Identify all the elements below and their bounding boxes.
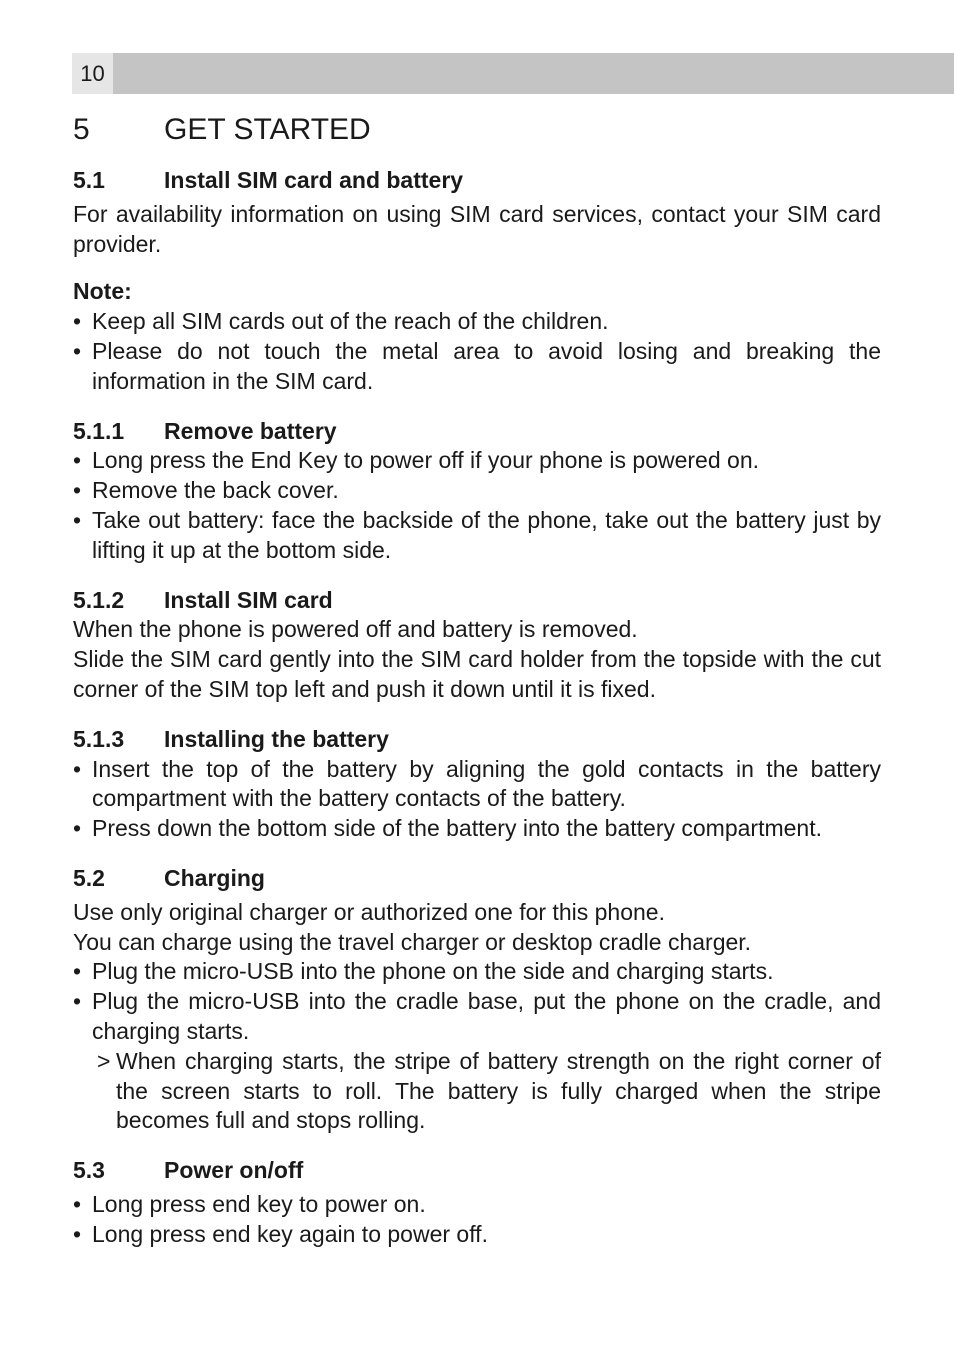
list-item: [73, 1190, 881, 1220]
section-title: Install SIM card: [164, 586, 333, 613]
section-title: Power on/off: [164, 1157, 304, 1184]
section-heading-5-1-2: [73, 586, 881, 616]
bullet-marker: •: [73, 755, 82, 782]
page-number: 10: [72, 53, 113, 94]
list-item-text: Take out battery: face the backside of the phone, take out the battery just by lifting it up at the bottom side.: [92, 506, 881, 563]
paragraph: Slide the SIM card gently into the SIM card holder from the topside with the cut corner of the SIM top left and push it down until it is fixed.: [73, 646, 881, 702]
bullet-marker: •: [73, 1190, 82, 1217]
section-heading-5-1-3: [73, 725, 881, 755]
list-item-text: Long press the End Key to power off if your phone is powered on.: [92, 447, 759, 474]
list-item-text: Press down the bottom side of the battery into the battery compartment.: [92, 815, 822, 842]
section-title: Install SIM card and battery: [164, 167, 464, 193]
bullet-marker: •: [73, 477, 82, 504]
section-title: Installing the battery: [164, 725, 389, 752]
bullet-marker: •: [73, 988, 82, 1015]
section-number: 5.3: [73, 1157, 105, 1184]
section-number: 5.2: [73, 864, 105, 891]
list-item: [73, 957, 881, 987]
sub-list-item: [97, 1047, 881, 1136]
list-item-text: Keep all SIM cards out of the reach of the children.: [92, 308, 609, 335]
page-content: [73, 110, 881, 1250]
section-number: 5.1.1: [73, 417, 125, 444]
list-item: [73, 1220, 881, 1250]
section-heading-5-1: [73, 166, 881, 196]
list-item: [73, 755, 881, 815]
bullet-marker: •: [73, 958, 82, 985]
list-item-text: Remove the back cover.: [92, 477, 339, 504]
page-header-bar: [72, 53, 954, 94]
list-item: [73, 307, 881, 337]
list-item: [73, 814, 881, 844]
section-title: Remove battery: [164, 417, 337, 444]
section-heading-5-2: [73, 864, 881, 894]
section-number: 5.1.3: [73, 725, 125, 752]
bullet-marker: •: [73, 447, 82, 474]
paragraph: For availability information on using SIM card services, contact your SIM card provider.: [73, 200, 881, 257]
chapter-heading: [73, 110, 881, 150]
list-item-text: Plug the micro-USB into the phone on the side and charging starts.: [92, 958, 774, 985]
sub-item-marker: >: [97, 1047, 111, 1074]
list-item-text: Long press end key to power on.: [92, 1190, 426, 1217]
paragraph: Use only original charger or authorized one for this phone.: [73, 898, 665, 925]
bullet-marker: •: [73, 1220, 82, 1247]
bullet-marker: •: [73, 308, 82, 335]
section-number: 5.1.2: [73, 586, 125, 613]
list-item-text: Insert the top of the battery by aligning the gold contacts in the battery compartment with the battery contacts of the battery.: [92, 755, 881, 812]
list-item-text: Plug the micro-USB into the cradle base, put the phone on the cradle, and charging starts.: [92, 988, 881, 1044]
section-number: 5.1: [73, 167, 105, 193]
list-item: [73, 506, 881, 566]
section-heading-5-3: [73, 1156, 881, 1186]
paragraph: When the phone is powered off and battery is removed.: [73, 616, 638, 643]
bullet-marker: •: [73, 815, 82, 842]
section-title: Charging: [164, 864, 265, 891]
bullet-marker: •: [73, 337, 82, 364]
list-item: [73, 337, 881, 397]
list-item: [73, 446, 881, 476]
chapter-number: 5: [73, 113, 90, 146]
list-item: [73, 476, 881, 506]
list-item: [73, 987, 881, 1047]
bullet-marker: •: [73, 506, 82, 533]
section-heading-5-1-1: [73, 417, 881, 447]
sub-item-text: When charging starts, the stripe of battery strength on the right corner of the screen starts to roll. The battery is fully charged when the stripe becomes full and stops rolling.: [116, 1047, 881, 1134]
list-item-text: Long press end key again to power off.: [92, 1220, 488, 1247]
note-label: Note:: [73, 278, 132, 305]
list-item-text: Please do not touch the metal area to avoid losing and breaking the information in the SIM card.: [92, 337, 881, 394]
chapter-title: GET STARTED: [164, 113, 371, 146]
paragraph: You can charge using the travel charger or desktop cradle charger.: [73, 928, 752, 955]
